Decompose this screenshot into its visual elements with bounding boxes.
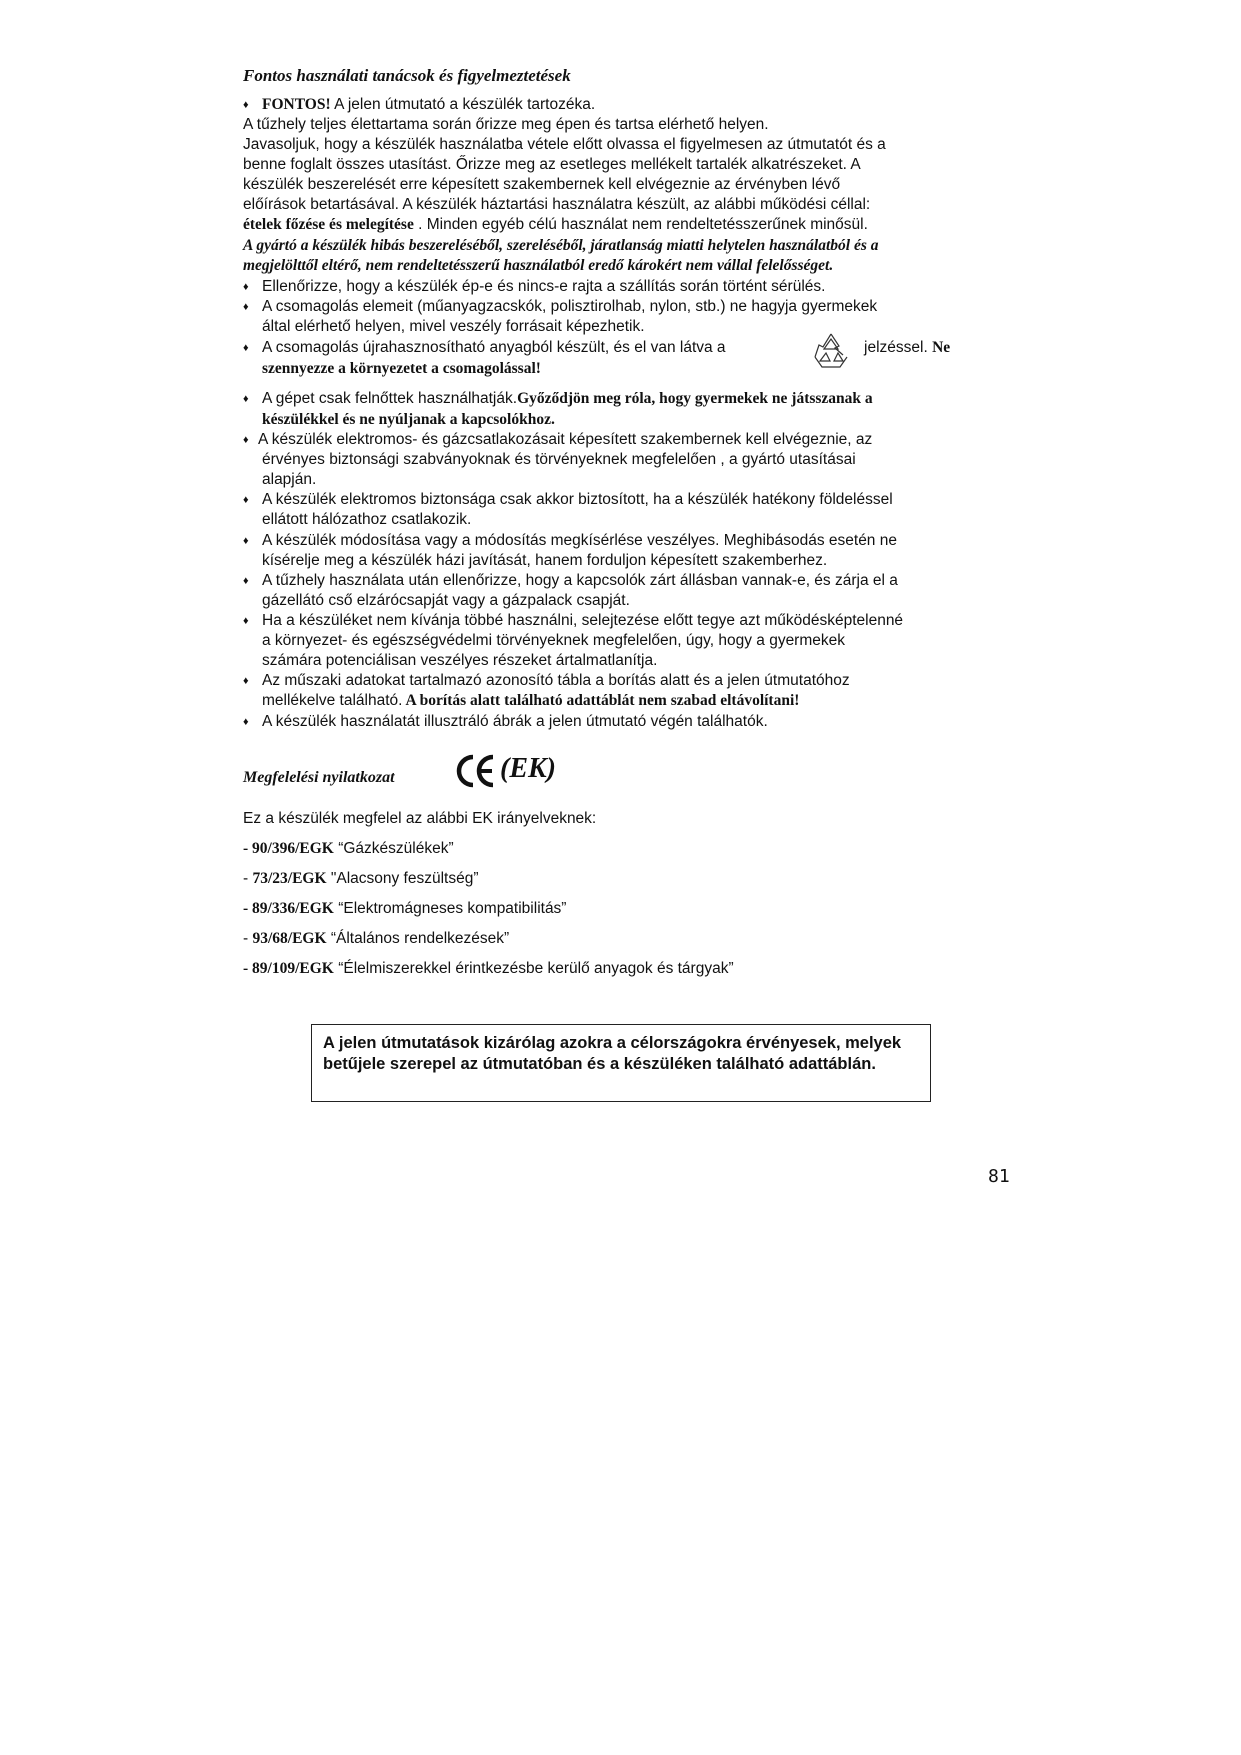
diamond-icon: ♦ [243, 675, 249, 687]
bullet-item: A csomagolás újrahasznosítható anyagból készült, és el van látva a [262, 339, 726, 356]
intro-line: készülék beszerelését erre képesített szakembernek kell elvégeznie az érvényben lévő [243, 176, 841, 193]
intro-line: előírások betartásával. A készülék háztartási használatra készült, az alábbi működési céllal: [243, 196, 871, 213]
bullet-item: érvényes biztonsági szabványoknak és törvényeknek megfelelően , a gyártó utasításai [262, 451, 856, 468]
cooking-bold: ételek főzése és melegítése [243, 216, 414, 233]
intro-line: benne foglalt összes utasítást. Őrizze meg az esetleges mellékelt tartalék alkatrészeket. A [243, 156, 861, 173]
bullet-item: A készülék használatát illusztráló ábrák a jelen útmutató végén találhatók. [262, 713, 768, 730]
declaration-title: Megfelelési nyilatkozat [243, 769, 395, 786]
bullet-text: mellékelve található. [262, 692, 403, 709]
diamond-icon: ♦ [243, 535, 249, 547]
ek-label: (EK) [500, 753, 556, 784]
directive-name: “Általános rendelkezések” [330, 930, 510, 947]
diamond-icon: ♦ [243, 301, 249, 313]
bullet-item [262, 389, 873, 409]
bullet-item: A készülék elektromos biztonsága csak akkor biztosított, ha a készülék hatékony földeléssel [262, 491, 893, 508]
bullet-item: Ellenőrizze, hogy a készülék ép-e és nincs-e rajta a szállítás során történt sérülés. [262, 278, 826, 295]
bullet-item: a környezet- és egészségvédelmi törvényeknek megfelelően, úgy, hogy a gyermekek [262, 632, 845, 649]
intro-line: A tűzhely teljes élettartama során őrizze meg épen és tartsa elérhető helyen. [243, 116, 769, 133]
directive-item: - 73/23/EGK "Alacsony feszültség” [243, 870, 479, 887]
diamond-icon: ♦ [243, 494, 249, 506]
bold-warning: készülékkel és ne nyúljanak a kapcsolókhoz. [262, 411, 555, 428]
bullet-item: számára potenciálisan veszélyes részeket ártalmatlanítja. [262, 652, 658, 669]
diamond-icon: ♦ [243, 342, 249, 354]
bullet-item: A tűzhely használata után ellenőrizze, hogy a kapcsolók zárt állásban vannak-e, és zárja el a [262, 572, 898, 589]
bullet-item: Az műszaki adatokat tartalmazó azonosító tábla a borítás alatt és a jelen útmutatóhoz [262, 672, 850, 689]
bullet-item [864, 338, 950, 358]
directive-item: - 89/336/EGK “Elektromágneses kompatibilitás” [243, 900, 567, 917]
bullet-item: A csomagolás elemeit (műanyagzacskók, polisztirolhab, nylon, stb.) ne hagyja gyermekek [262, 298, 878, 315]
diamond-icon: ♦ [243, 615, 249, 627]
fontos-label: FONTOS! [262, 96, 331, 113]
bullet-item: Ha a készüléket nem kívánja többé használni, selejtezése előtt tegye azt működésképtelenné [262, 612, 904, 629]
directive-name: “Élelmiszerekkel érintkezésbe kerülő anyagok és tárgyak” [338, 960, 734, 977]
fontos-line [262, 95, 595, 115]
declaration-intro: Ez a készülék megfelel az alábbi EK irányelveknek: [243, 810, 597, 827]
directive-name: “Gázkészülékek” [338, 840, 454, 857]
bold-warning: Ne [932, 339, 951, 356]
bold-warning: szennyezze a környezetet a csomagolással! [262, 360, 541, 377]
cooking-rest: . Minden egyéb célú használat nem rendeltetésszerűnek minősül. [413, 216, 868, 233]
fontos-text: A jelen útmutató a készülék tartozéka. [330, 96, 596, 113]
directive-code: 89/336/EGK [252, 900, 334, 917]
bullet-item: kísérelje meg a készülék házi javítását, hanem forduljon képesített szakemberhez. [262, 552, 828, 569]
diamond-icon: ♦ [243, 99, 249, 111]
directive-code: 89/109/EGK [252, 960, 334, 977]
page-number: 81 [988, 1166, 1010, 1187]
bullet-text: A gépet csak felnőttek használhatják. [262, 390, 518, 407]
directive-name: “Elektromágneses kompatibilitás” [338, 900, 567, 917]
recycle-icon [810, 331, 852, 371]
diamond-icon: ♦ [243, 575, 249, 587]
bullet-item: alapján. [262, 471, 317, 488]
page-title: Fontos használati tanácsok és figyelmeztetések [243, 66, 571, 85]
directive-code: 90/396/EGK [252, 840, 334, 857]
bullet-item: A készülék módosítása vagy a módosítás megkísérlése veszélyes. Meghibásodás esetén ne [262, 532, 897, 549]
directive-code: 93/68/EGK [252, 930, 327, 947]
diamond-icon: ♦ [243, 434, 249, 446]
bold-warning: Győződjön meg róla, hogy gyermekek ne játsszanak a [517, 390, 873, 407]
directive-name: "Alacsony feszültség” [330, 870, 479, 887]
country-validity-note: A jelen útmutatások kizárólag azokra a célországokra érvényesek, melyek betűjele szerepel az útmutatóban és a készüléken található adattáblán. [311, 1024, 931, 1102]
directive-item: - 93/68/EGK “Általános rendelkezések” [243, 930, 510, 947]
bold-warning: A borítás alatt található adattáblát nem szabad eltávolítani! [402, 692, 800, 709]
directive-code: 73/23/EGK [252, 870, 327, 887]
diamond-icon: ♦ [243, 393, 249, 405]
bullet-item: ellátott hálózathoz csatlakozik. [262, 511, 472, 528]
ce-mark-icon [455, 753, 497, 789]
liability-warning: A gyártó a készülék hibás beszereléséből, szereléséből, járatlanság miatti helytelen használatból és a [243, 237, 879, 254]
bullet-item: A készülék elektromos- és gázcsatlakozásait képesített szakembernek kell elvégeznie, az [258, 431, 873, 448]
bullet-item: gázellátó cső elzárócsapját vagy a gázpalack csapját. [262, 592, 630, 609]
directive-item: - 90/396/EGK “Gázkészülékek” [243, 840, 454, 857]
diamond-icon: ♦ [243, 281, 249, 293]
liability-warning: megjelölttől eltérő, nem rendeltetésszerű használatból eredő károkért nem vállal felelősséget. [243, 257, 834, 274]
bullet-item [262, 691, 799, 711]
bullet-item: által elérhető helyen, mivel veszély forrásait képezhetik. [262, 318, 645, 335]
diamond-icon: ♦ [243, 716, 249, 728]
recycle-suffix: jelzéssel. [864, 339, 928, 356]
directive-item: - 89/109/EGK “Élelmiszerekkel érintkezésbe kerülő anyagok és tárgyak” [243, 960, 734, 977]
intro-line [243, 215, 868, 235]
intro-line: Javasoljuk, hogy a készülék használatba vétele előtt olvassa el figyelmesen az útmutatót és a [243, 136, 886, 153]
